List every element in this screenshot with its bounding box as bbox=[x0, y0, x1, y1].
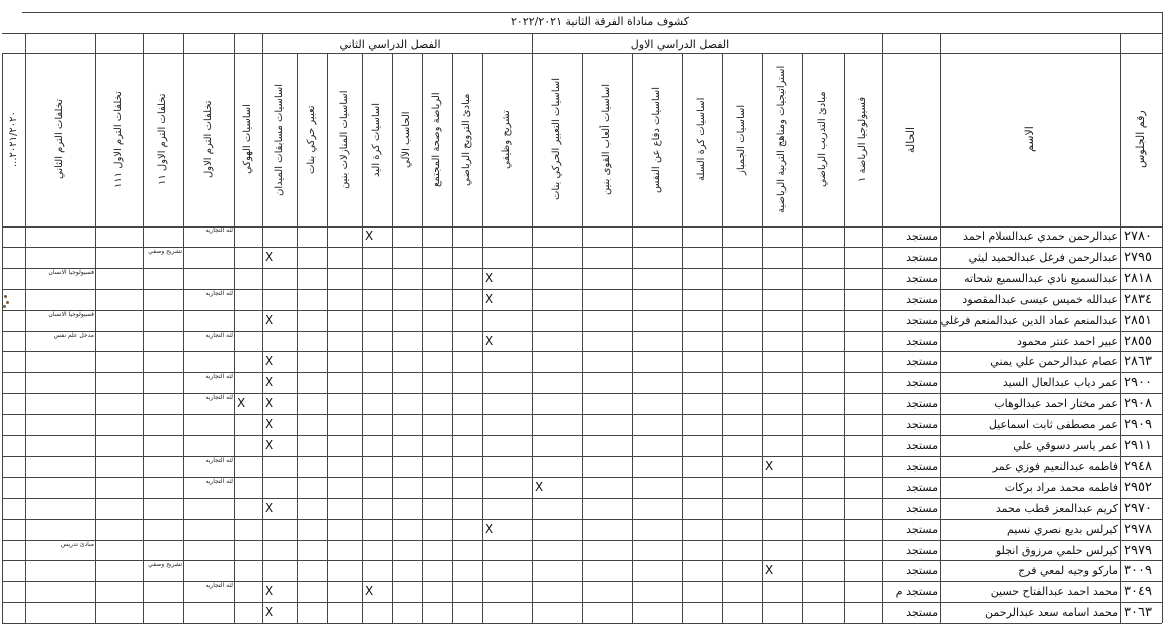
seat-number: ٢٩٧٠ bbox=[1124, 500, 1152, 516]
seat-number: ٢٩٠٠ bbox=[1124, 375, 1152, 391]
student-name: عبدالرحمن فرغل عبدالحميد ليثي bbox=[968, 250, 1118, 264]
absence-mark: X bbox=[485, 521, 494, 536]
grid-line-group-sep bbox=[25, 33, 26, 53]
student-status: مستجد bbox=[906, 230, 938, 243]
student-status: مستجد bbox=[906, 313, 938, 327]
student-status: مستجد bbox=[906, 606, 938, 620]
grid-line-group-sep bbox=[143, 33, 144, 53]
absence-mark: X bbox=[265, 417, 274, 432]
page-title: كشوف مناداة الفرقة الثانية ٢٠٢٢/٢٠٢١ bbox=[511, 15, 689, 28]
student-status: مستجد bbox=[906, 439, 938, 452]
seat-number: ٢٨١٨ bbox=[1124, 270, 1152, 286]
column-header-c9: تشريح وظيفي bbox=[501, 110, 512, 169]
group-header-semester-2: الفصل الدراسي الثاني bbox=[339, 38, 441, 51]
seat-number: ٣٠٤٩ bbox=[1124, 584, 1152, 600]
column-header-status: الحالة bbox=[904, 126, 917, 153]
column-header-c14: اساسيات المنازلات بنين bbox=[339, 90, 350, 189]
absence-mark: X bbox=[265, 438, 274, 452]
seat-number: ٢٨٣٤ bbox=[1124, 291, 1152, 307]
absence-mark: X bbox=[485, 291, 494, 306]
column-header-c5: اساسيات كرة السلة bbox=[696, 97, 707, 182]
student-name: محمد اسامه سعد عبدالرحمن bbox=[985, 606, 1118, 620]
group-header-semester-1: الفصل الدراسي الاول bbox=[630, 38, 730, 51]
absence-mark: X bbox=[265, 500, 274, 515]
column-header-c20: تخلفات الترم الاول ١١١ bbox=[113, 91, 124, 188]
scan-speck bbox=[4, 295, 7, 298]
absence-mark: X bbox=[365, 584, 374, 599]
column-header-c16: اساسيات مسابقات الميدان bbox=[274, 83, 285, 196]
grid-line-top bbox=[22, 12, 1162, 13]
course-note: لثه التجاريه bbox=[205, 331, 233, 339]
grid-line-group-sep bbox=[234, 33, 235, 53]
absence-mark: X bbox=[265, 584, 274, 599]
grid-line-group-sep bbox=[532, 33, 533, 53]
student-name: عبدالرحمن حمدي عبدالسلام احمد bbox=[963, 230, 1118, 243]
scan-speck bbox=[6, 301, 9, 304]
seat-number: ٢٩٠٩ bbox=[1124, 417, 1152, 433]
student-name: عمر مختار احمد عبدالوهاب bbox=[994, 397, 1118, 411]
student-status: مستجد bbox=[906, 459, 938, 473]
course-note: لثه التجاريه bbox=[205, 477, 233, 485]
student-status: مستجد bbox=[906, 334, 938, 348]
absence-mark: X bbox=[365, 229, 374, 243]
absence-mark: X bbox=[485, 270, 494, 285]
grid-line-group-sep bbox=[1120, 33, 1121, 53]
course-note: لثه التجاريه bbox=[205, 456, 233, 464]
grid-line-col bbox=[1162, 53, 1163, 623]
student-name: عبدالسميع نادي عبدالسميع شحاته bbox=[964, 271, 1118, 285]
column-header-name: الاسم bbox=[1023, 126, 1036, 153]
column-header-c19: تخلفات الترم الاول ١١ bbox=[157, 93, 168, 186]
student-name: كيرلس بديع نصري نسيم bbox=[1006, 522, 1118, 536]
absence-mark: X bbox=[765, 458, 774, 473]
absence-mark: X bbox=[265, 605, 274, 620]
seat-number: ٢٩٥٢ bbox=[1124, 479, 1152, 495]
course-note: لثه التجاريه bbox=[205, 394, 233, 402]
student-name: عصام عبدالرحمن علي يمني bbox=[990, 355, 1118, 369]
course-note: تشريح وصفي bbox=[148, 561, 182, 569]
student-status: مستجد bbox=[906, 397, 938, 411]
grid-line-group-sep bbox=[183, 33, 184, 53]
absence-mark: X bbox=[237, 396, 246, 411]
course-note: لثه التجاريه bbox=[205, 289, 233, 297]
column-header-c17: اساسيات الهوكي bbox=[242, 104, 253, 175]
grid-line-bottom bbox=[2, 623, 1162, 624]
column-header-seat: رقم الجلوس bbox=[1134, 110, 1147, 169]
student-name: عبدالمنعم عماد الدين عبدالمنعم فرغلي bbox=[940, 313, 1118, 327]
seat-number: ٣٠٠٩ bbox=[1124, 563, 1152, 579]
seat-number: ٢٨٥٥ bbox=[1124, 333, 1152, 349]
grid-line-group-sep bbox=[262, 33, 263, 53]
student-name: محمد احمد عبدالفتاح حسين bbox=[990, 585, 1118, 599]
student-status: مستجد bbox=[906, 271, 938, 285]
student-name: عبدالله خميس عيسى عبدالمقصود bbox=[962, 292, 1118, 306]
student-status: مستجد bbox=[906, 250, 938, 264]
course-note: مبادئ تدريس bbox=[60, 540, 94, 548]
seat-number: ٢٧٩٥ bbox=[1124, 249, 1152, 265]
seat-number: ٢٩٠٨ bbox=[1124, 396, 1152, 412]
seat-number: ٢٨٦٣ bbox=[1124, 354, 1152, 370]
student-status: مستجد bbox=[906, 480, 938, 494]
column-header-c21: تخلفات الترم الثاني bbox=[54, 99, 65, 180]
absence-mark: X bbox=[265, 354, 274, 369]
student-status: مستجد م bbox=[895, 585, 938, 599]
student-status: مستجد bbox=[906, 292, 938, 306]
column-header-c10: مبادئ الترويح الرياضي bbox=[461, 93, 472, 186]
seat-number: ٣٠٦٣ bbox=[1124, 605, 1152, 621]
student-name: ماركو وجيه لمعي فرج bbox=[1018, 564, 1118, 578]
student-name: عمر دياب عبدالعال السيد bbox=[1002, 376, 1118, 390]
absence-mark: X bbox=[265, 312, 274, 327]
course-note: فسيولوجيا الانسان bbox=[48, 310, 94, 318]
grid-line-header-top bbox=[2, 33, 1162, 34]
student-name: كيرلس حلمي مرزوق انجلو bbox=[995, 543, 1118, 557]
seat-number: ٢٩٧٩ bbox=[1124, 542, 1152, 558]
column-header-c15: تعبير حركي بنات bbox=[306, 105, 317, 174]
seat-number: ٢٩٤٨ bbox=[1124, 458, 1152, 474]
column-header-c11: الرياضة وصحة المجتمع bbox=[431, 92, 442, 187]
column-header-c18: تخلفات الترم الاول bbox=[203, 100, 214, 179]
student-name: كريم عبدالمعز قطب محمد bbox=[995, 501, 1118, 515]
course-note: فسيولوجيا الانسان bbox=[48, 268, 94, 276]
student-status: مستجد bbox=[906, 522, 938, 536]
course-note: تشريح وصفي bbox=[148, 247, 182, 255]
absence-mark: X bbox=[765, 563, 774, 578]
student-status: مستجد bbox=[906, 376, 938, 390]
student-name: عمر ياسر دسوقي علي bbox=[1013, 439, 1118, 452]
scan-speck bbox=[3, 305, 6, 308]
column-header-c1: فسيولوجيا الرياضة ١ bbox=[857, 96, 868, 183]
course-note: لثه التجاريه bbox=[205, 373, 233, 381]
student-status: مستجد bbox=[906, 355, 938, 369]
grid-line-group-sep bbox=[882, 33, 883, 53]
course-note: لثه التجاريه bbox=[205, 582, 233, 590]
grid-line-group-sep bbox=[940, 33, 941, 53]
column-header-c12: الحاسب الآلي bbox=[401, 111, 412, 168]
student-status: مستجد bbox=[906, 418, 938, 432]
student-status: مستجد bbox=[906, 564, 938, 578]
absence-mark: X bbox=[265, 249, 274, 264]
column-header-c4: اساسيات الجمباز bbox=[736, 104, 747, 175]
absence-mark: X bbox=[265, 396, 274, 411]
student-name: عبير احمد عنتر محمود bbox=[1017, 334, 1118, 348]
seat-number: ٢٩١١ bbox=[1124, 438, 1152, 453]
column-header-c7: اساسيات ألعاب القوى بنين bbox=[601, 84, 612, 196]
course-note: لثه التجاريه bbox=[205, 227, 233, 234]
student-name: عمر مصطفى ثابت اسماعيل bbox=[988, 418, 1118, 432]
column-header-c2: مبادئ التدريب الرياضي bbox=[817, 91, 828, 188]
column-header-c6: اساسيات دفاع عن النفس bbox=[651, 86, 662, 193]
seat-number: ٢٧٨٠ bbox=[1124, 229, 1152, 244]
column-header-c22: ...٢٠٢١/٢٠٢٠ bbox=[8, 111, 19, 168]
grid-line-group-sep bbox=[95, 33, 96, 53]
seat-number: ٢٨٥١ bbox=[1124, 312, 1152, 328]
seat-number: ٢٩٧٨ bbox=[1124, 521, 1152, 537]
absence-mark: X bbox=[485, 333, 494, 348]
student-name: فاطمه محمد مراد بركات bbox=[1004, 480, 1118, 494]
course-note: مدخل علم نفس bbox=[53, 331, 94, 339]
column-header-c13: اساسيات كرة اليد bbox=[371, 102, 382, 177]
student-name: فاطمه عبدالنعيم فوزي عمر bbox=[992, 459, 1118, 473]
column-header-c3: استراتيجيات ومناهج التربية الرياضية bbox=[776, 65, 787, 214]
absence-mark: X bbox=[265, 375, 274, 390]
student-status: مستجد bbox=[906, 501, 938, 515]
absence-mark: X bbox=[535, 479, 544, 494]
student-status: مستجد bbox=[906, 543, 938, 557]
column-header-c8: اساسيات التعبير الحركي بنات bbox=[551, 78, 562, 201]
